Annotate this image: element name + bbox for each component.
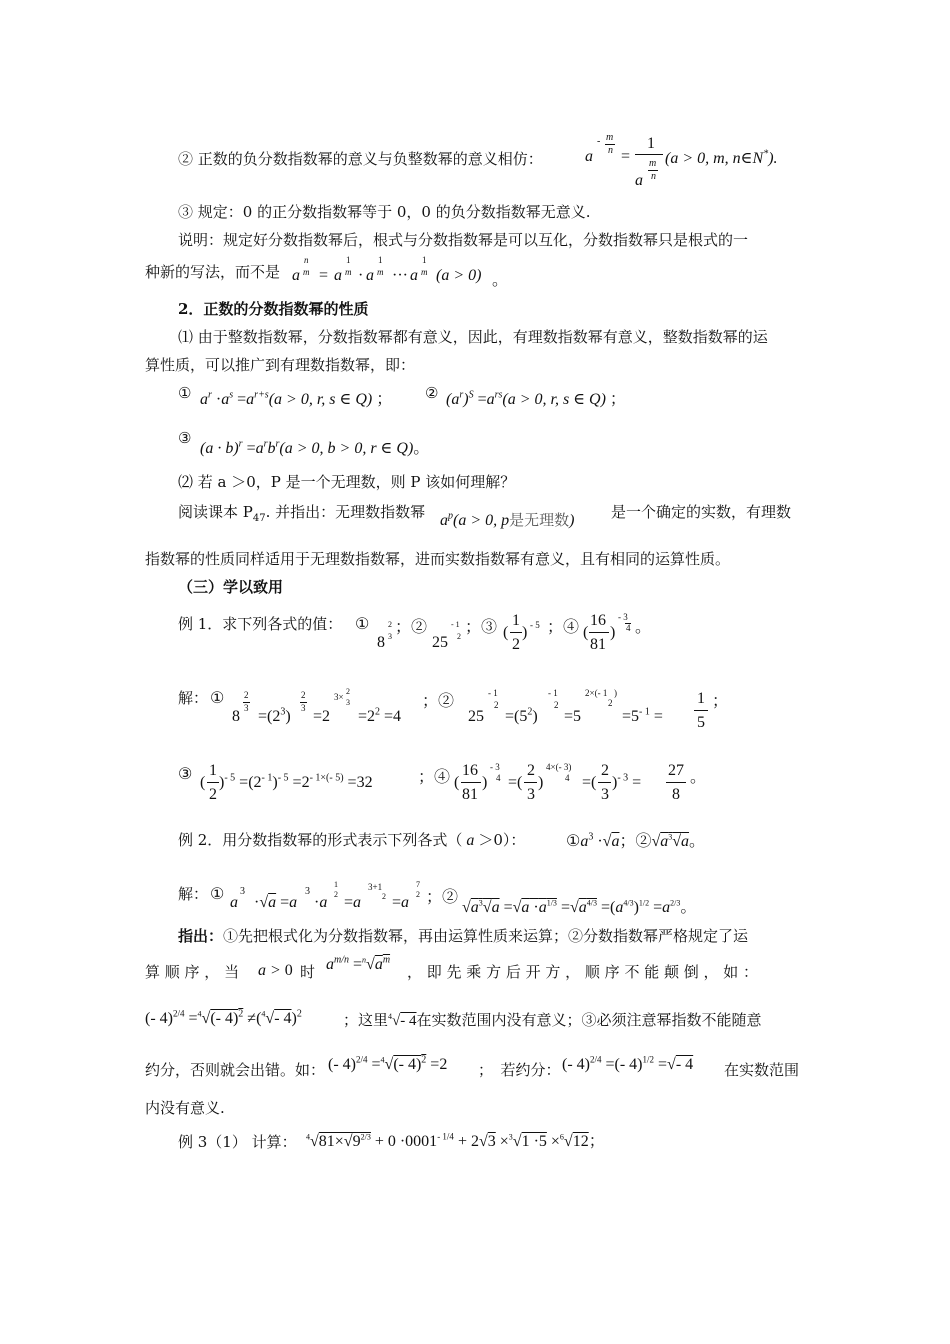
section-title-properties-text: 2．正数的分数指数幂的性质 [178, 300, 369, 318]
example-1-solution-row1: ① 8 2 3 $=(2^3)$ 2 3 =2 3× 2 3 $=2^2 =4$ ；② 25 - 1 2 $=(5^2)$ - 1 2 =5 2×(- 1 2 ) $=5^{- 1}$ = 1 5 ； [210, 687, 729, 731]
note-def-formula: $a^{m/n} =^n√a^m$ [326, 954, 391, 973]
note-line2 [145, 962, 239, 982]
note-text-5: 内没有意义. [145, 1099, 225, 1117]
note-text-4a: 约分，否则就会出错。如： [145, 1061, 326, 1079]
note-ok-formula: (- 4)$^{2/4}$ =$^4$√(- 4)$^2$ =2 [328, 1054, 448, 1073]
property-2-sep: ； [609, 391, 626, 408]
property-2-marker: ② [425, 384, 439, 402]
example-1-solution-label [178, 688, 208, 708]
note-text-3d: 在实数范围内没有意义；③必须注意幂指数不能随意 [416, 1011, 762, 1029]
example-3-end: ； [588, 1133, 605, 1150]
property-2-formula: $(a^r)^S =a^{rs}(a > 0$, r, s ∈ Q) ； [446, 389, 626, 408]
note-example-formula: (- 4)$^{2/4}$ =$^4$√(- 4)$^2$ ≠($^4$√- 4)$^2$ [145, 1008, 302, 1027]
explanation-text-2: 种新的写法，而不是 [145, 263, 281, 281]
example-3-label [178, 1132, 297, 1152]
explanation-end: 。 [492, 272, 509, 289]
example-1-items: ① 8 2 3 ；② 25 - 1 2 ；③ ( 1 2 ) - 5 ；④ ( 16 81 ) - 3 4 。 [355, 612, 652, 653]
para-irrational-question [178, 472, 515, 492]
section-title-properties [178, 299, 368, 319]
section-title-apply [178, 577, 283, 597]
note-text-3b: ；这里 [343, 1011, 389, 1029]
property-1-formula: $a^r \cdot a^s =a^{r+s}(a > 0$, r, s ∈ Q) ； [200, 389, 393, 408]
property-3-end: 。 [413, 440, 430, 457]
para-negative-exponent [178, 149, 543, 169]
property-1-marker: ① [178, 384, 192, 402]
example-1-solution-marker: 解： [178, 689, 209, 707]
example-2-cond: ＞0）： [478, 831, 526, 849]
example-3-formula: $^4√81\times√9^{2/3} + 0 \cdot 0001^{- 1/4} + 2√3 \times^3√1 \cdot 5 \times^6√12$； [306, 1131, 605, 1150]
example-2-solution-marker: 解： [178, 885, 209, 903]
note-bad-formula: (- 4)$^{2/4}$ =(- 4)$^{1/2}$ =√- 4 [562, 1054, 694, 1073]
property-2-label [425, 383, 438, 403]
para-read-textbook-line2 [145, 549, 730, 569]
formula-not-product: a n m = a 1 m · a 1 m ··· a 1 m (a > 0) 。 [292, 255, 509, 289]
note-text-2c: ， 即 先 乘 方 后 开 方 ， 顺 序 不 能 颠 倒 ， 如 ： [407, 963, 759, 981]
read-textbook-a: 阅读课本 P [178, 503, 253, 521]
irrational-question-text: ⑵ 若 a ＞0，P 是一个无理数，则 P 该如何理解？ [178, 473, 516, 491]
extension-text-2: 算性质，可以推广到有理数指数幂，即： [145, 356, 416, 374]
para-extension-line2 [145, 355, 415, 375]
note-line5 [145, 1098, 225, 1118]
para-negative-exponent-label: ② 正数的负分数指数幂的意义与负整数幂的意义相仿： [178, 150, 543, 168]
example-2-solution-label [178, 884, 208, 904]
read-textbook-b: . 并指出：无理数指数幂 [265, 503, 426, 521]
note-line4-e [724, 1060, 799, 1080]
explanation-text-1: 说明：规定好分数指数幂后，根式与分数指数幂是可以互化，分数指数幂只是根式的一 [178, 231, 749, 249]
para-explanation-line1 [178, 230, 748, 250]
note-head: 指出： [178, 927, 224, 945]
note-text-1: ①先把根式化为分数指数幂，再由运算性质来运算；②分数指数幂严格规定了运 [223, 927, 749, 945]
property-3-label [178, 428, 191, 448]
note-line1 [178, 926, 748, 946]
example-1-solution-row2: ③ ( 1 2 )$^{- 5} =(2^{- 1})^{- 5} =2^{- 1\times(- 5)} =32$ ；④ ( 16 81 ) - 3 4 =( 2 3 ) 4×(- 3) 4 =( 2 3 )$^{- 3}$ = 27 8 。 [178, 762, 707, 803]
para-zero-rule [178, 202, 590, 222]
formula-irrational-power: $a^p(a > 0$, p是无理数) [440, 510, 575, 529]
example-2-solution: ① a 3 ·√a =a 3 ·a 1 2 =a 3+1 2 =a 7 2 ；② $√a^3√a =√a \cdot a^{1/3} =√a^{4/3} =(a^{4/3})^{1/2} =a^{2/3}$。 [210, 880, 697, 916]
para-zero-rule-text: ③ 规定：0 的正分数指数幂等于 0，0 的负分数指数幂无意义. [178, 203, 591, 221]
example-2-items: $①a^3 \cdot√a$；$②√a^3√a$。 [566, 831, 706, 850]
note-line2-when [300, 962, 315, 982]
example-2-label: 例 2．用分数指数幂的形式表示下列各式（ [178, 831, 463, 849]
example-2-question: 例 2．用分数指数幂的形式表示下列各式（ a ＞0）： [178, 831, 526, 849]
extension-text-1: ⑴ 由于整数指数幂，分数指数幂都有意义，因此，有理数指数幂有意义，整数指数幂的运 [178, 328, 768, 346]
para-read-textbook [178, 502, 425, 522]
note-line4 [145, 1060, 325, 1080]
note-text-4e: 在实数范围 [724, 1061, 800, 1079]
note-text-2b: 时 [300, 963, 316, 981]
example-1-label: 例 1．求下列各式的值： [178, 615, 343, 633]
note-cond-formula: a > 0 [258, 962, 293, 979]
section-title-apply-text: （三）学以致用 [178, 578, 284, 596]
note-line3: ；这里$^4$√- 4在实数范围内没有意义；③必须注意幂指数不能随意 [343, 1011, 762, 1029]
example-3-label-text: 例 3（1） 计算： [178, 1133, 297, 1151]
para-explanation-line2 [145, 262, 280, 282]
property-3-formula: $(a \cdot b)^r =a^rb^r(a > 0$, b > 0, r ∈ Q)。 [200, 438, 430, 457]
read-textbook-page: 47 [252, 513, 266, 524]
note-text-2a: 算 顺 序 ， 当 [145, 963, 240, 981]
note-line4-c [478, 1060, 561, 1080]
formula-negative-exponent: a - m n = 1 a m n (a > 0, m, n∈N*). [585, 132, 778, 189]
example-1-question [178, 614, 342, 634]
property-1-sep: ； [376, 391, 393, 408]
note-text-4c: ； 若约分： [478, 1061, 561, 1079]
para-read-textbook-c [611, 502, 791, 522]
note-line2-rest [407, 962, 758, 982]
property-1-label [178, 383, 191, 403]
para-extension-line1 [178, 327, 768, 347]
property-3-marker: ③ [178, 429, 192, 447]
read-textbook-c: 是一个确定的实数，有理数 [611, 503, 792, 521]
read-textbook-d: 指数幂的性质同样适用于无理数指数幂，进而实数指数幂有意义，且有相同的运算性质。 [145, 550, 731, 568]
